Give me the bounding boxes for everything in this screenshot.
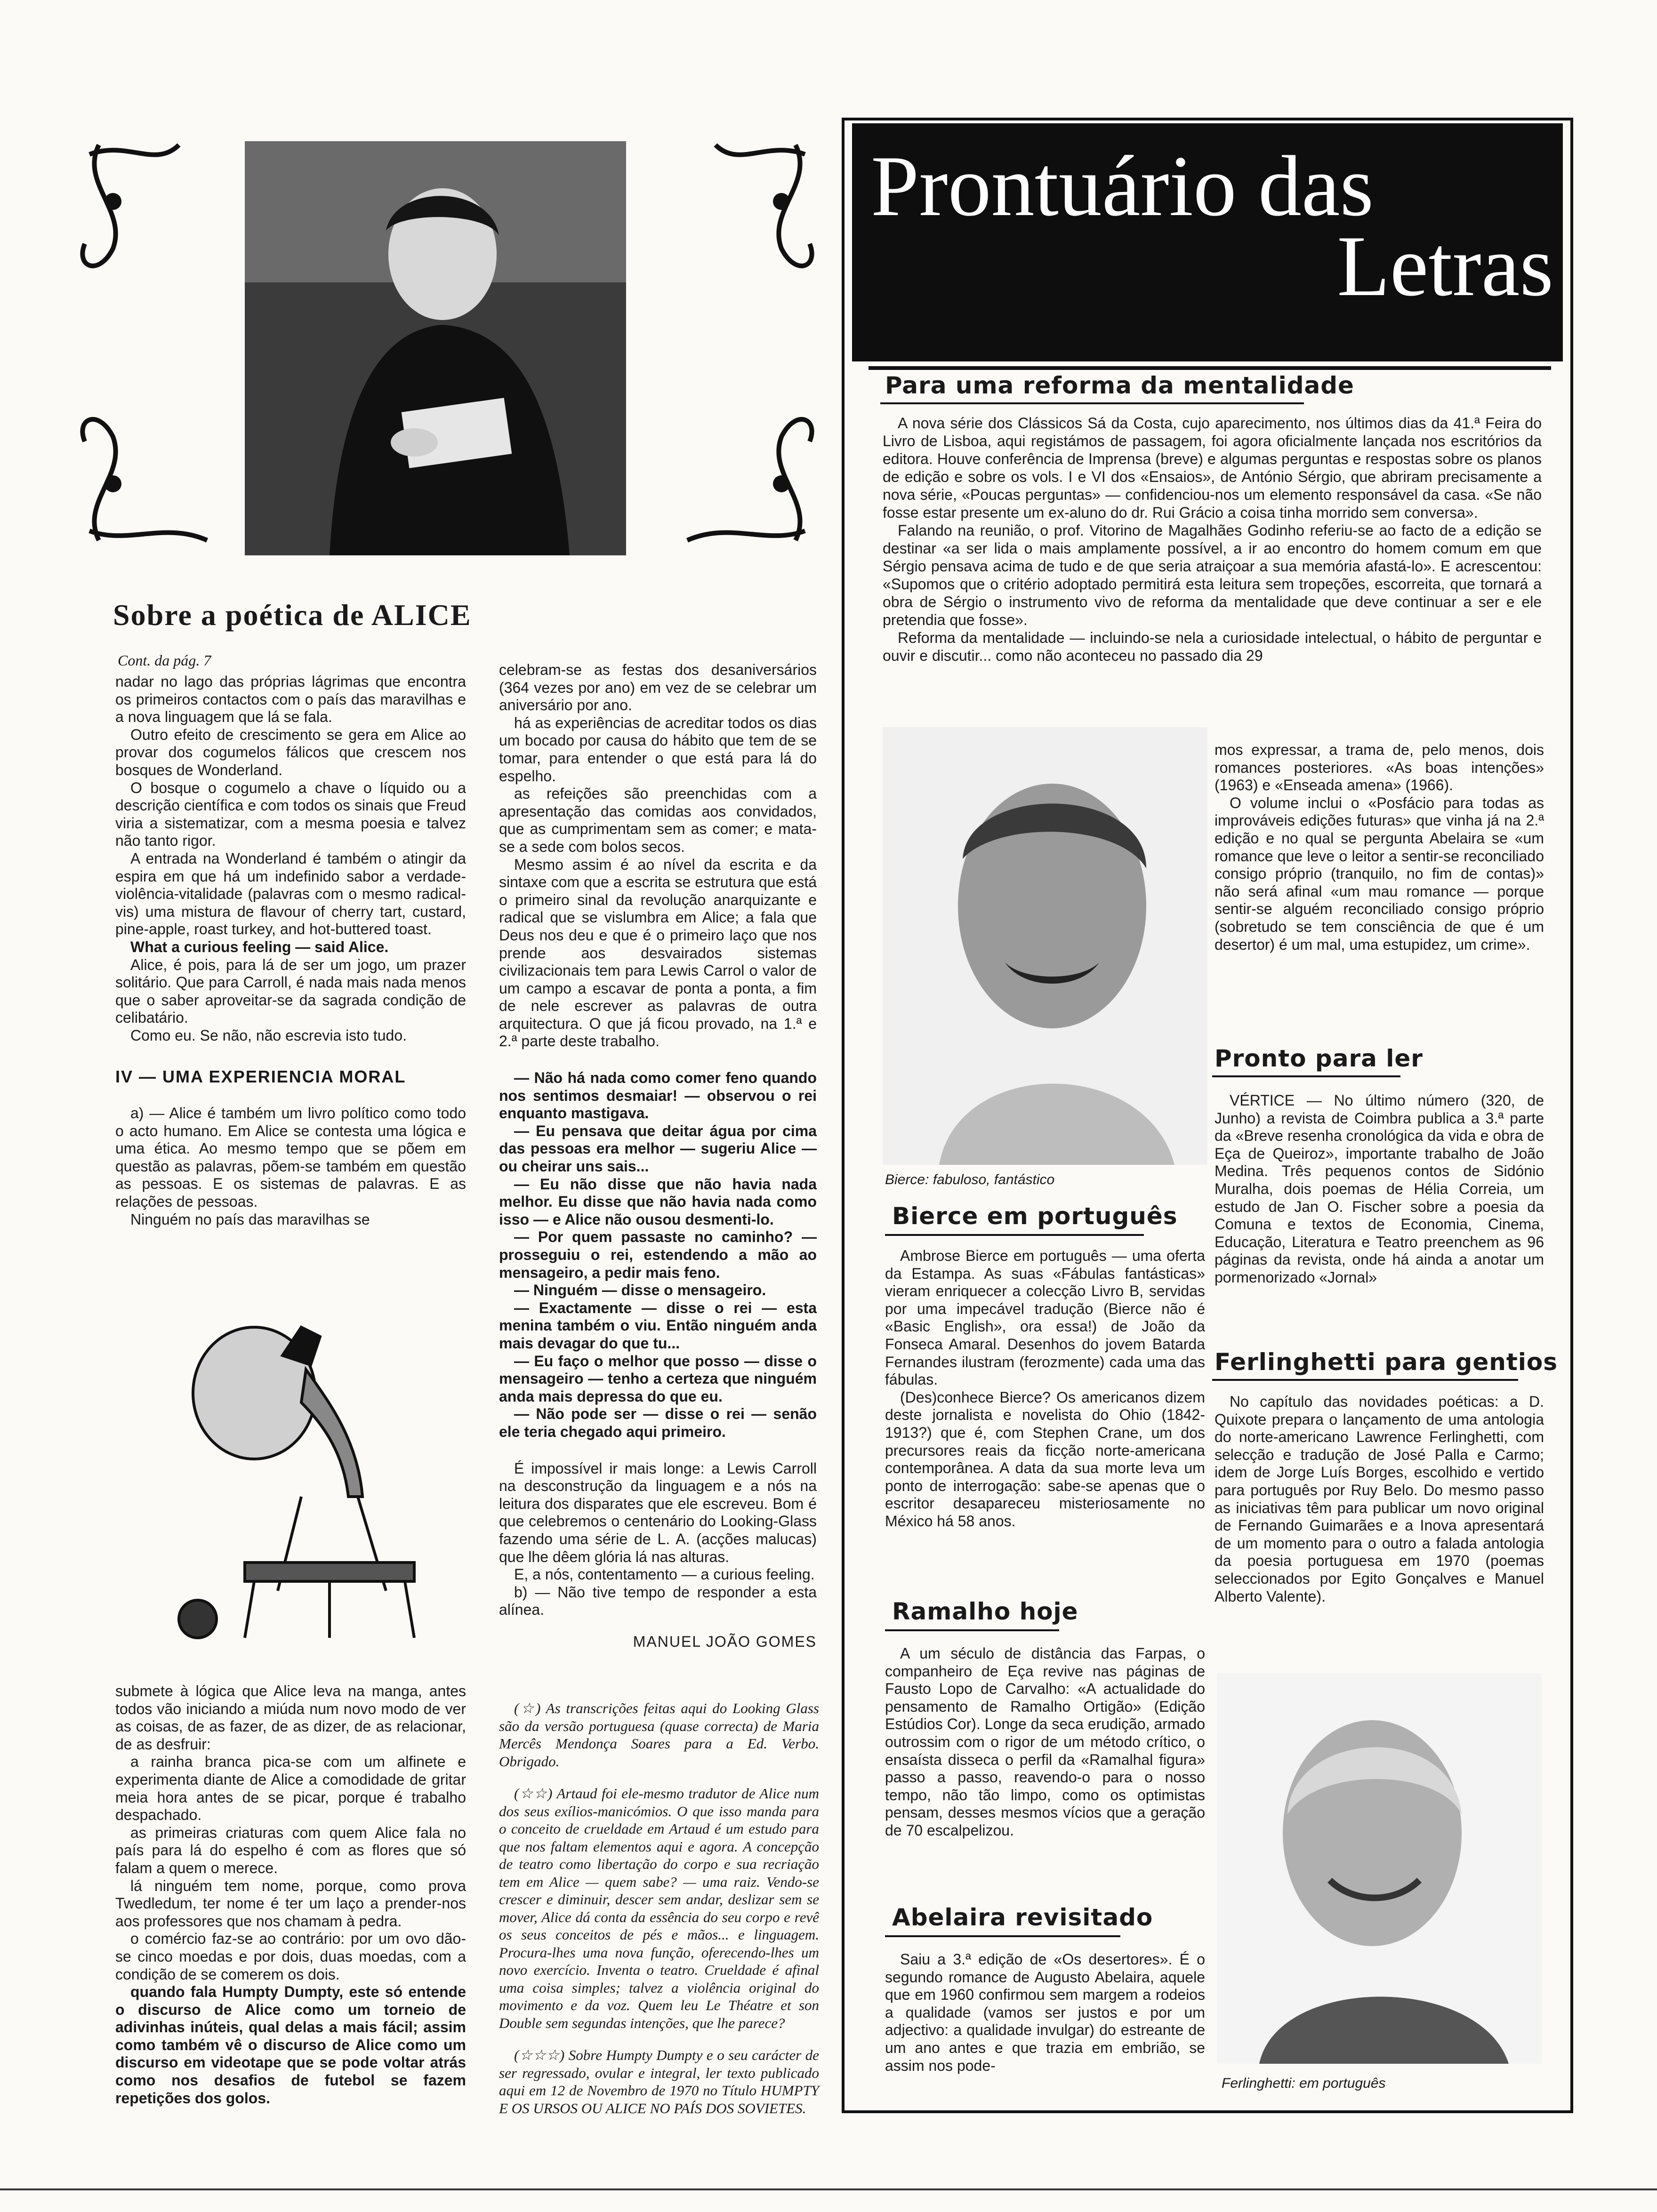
article-abelaira-continued: [1215, 741, 1544, 954]
dialogue-line: — Ninguém — disse o mensageiro.: [514, 1282, 766, 1299]
scroll-ornament-top-right-2: [716, 145, 805, 155]
paragraph: Outro efeito de crescimento se gera em Alice ao provar dos cogumelos fálicos que crescem nos bosques de Wonderland.: [115, 726, 466, 778]
article-column-bottom-1: [115, 1683, 466, 2107]
paragraph: VÉRTICE — No último número (320, de Junho) a revista de Coimbra publica a 3.ª parte da «Breve resenha cronológica da vida e obra de Eça de Queiroz», importante trabalho de João Medina. Três pequenos contos de Sidónio Muralha, dois poemas de Hélia Correia, um estudo de Jan O. Fischer sobre a poesia da Comuna e textos de Economia, Cinema, Educação, Literatura e Teatro preenchem as 96 páginas da revista, onde há ainda a anotar um pormenorizado «Jornal»: [1215, 1092, 1544, 1286]
article-column-1: [115, 673, 466, 1228]
paragraph: Saiu a 3.ª edição de «Os desertores». É o segundo romance de Augusto Abelaira, aquele que em 1960 confirmou sem margem a rodeios a qualidade (vamos ser justos e por um adjectivo: a qualidade invulgar) do estreante de um ano antes e que trazia em embrião, se assim nos pode-: [885, 1951, 1205, 2074]
continued-from: Cont. da pág. 7: [118, 652, 211, 669]
paragraph: há as experiências de acreditar todos os dias um bocado por causa do hábito que tem de se tomar, para entender o que está para lá do espelho.: [499, 714, 817, 785]
banner-title: [861, 138, 1553, 314]
article-abelaira: [885, 1951, 1205, 2075]
section-rule: [1212, 1379, 1518, 1381]
footnote: (☆) As transcrições feitas aqui do Looking Glass são da versão portuguesa (quase correcta) de Maria Mercês Mendonça Soares para a Ed. Verbo. Obrigado.: [499, 1700, 819, 1770]
paragraph: A um século de distância das Farpas, o companheiro de Eça revive nas páginas de Fausto Lopo de Carvalho: «A actualidade do pensamento de Ramalho Ortigão» (Edição Estúdios Cor). Longe da seca erudição, armado outrossim com o rigor de um método crítico, o ensaísta disseca o perfil da «Ramalhal figura» passo a passo, reavendo-o para o nosso tempo, não tão limpo, como os optimistas pensam, desses mesmos vícios que a geração de 70 escalpelizou.: [885, 1645, 1205, 1839]
article-column-2: [499, 661, 817, 1651]
photo-ambrose-bierce: [883, 727, 1207, 1165]
dialogue-line: — Exactamente — disse o rei — esta menina também o viu. Então ninguém anda mais devagar do que tu...: [499, 1299, 817, 1352]
section-title-abelaira: Abelaira revisitado: [892, 1904, 1153, 1931]
illustration-humpty-dumpty: [160, 1299, 452, 1643]
article-reforma: [883, 414, 1542, 665]
caption-ferlinghetti: Ferlinghetti: em português: [1222, 2076, 1386, 2091]
paragraph: as primeiras criaturas com quem Alice fala no país para lá do espelho é com as flores que só falam a quem o merece.: [115, 1824, 466, 1876]
section-rule: [885, 1935, 1120, 1937]
caption-bierce: Bierce: fabuloso, fantástico: [885, 1172, 1055, 1187]
page-bottom-rule: [0, 2188, 1657, 2190]
paragraph: Ninguém no país das maravilhas se: [130, 1210, 370, 1228]
dialogue-line: — Não pode ser — disse o rei — senão ele teria chegado aqui primeiro.: [499, 1405, 817, 1440]
paragraph: Como eu. Se não, não escrevia isto tudo.: [130, 1026, 407, 1044]
dialogue-line: — Não há nada como comer feno quando nos sentimos desmaiar! — observou o rei enquanto mastigava.: [499, 1069, 817, 1122]
footnotes: [499, 1685, 819, 2132]
paragraph: celebram-se as festas dos desaniversários (364 vezes por ano) em vez de se celebrar um aniversário por ano.: [499, 661, 817, 714]
photo-ferlinghetti: [1217, 1673, 1542, 2064]
section-title-ramalho: Ramalho hoje: [892, 1598, 1078, 1625]
paragraph: A entrada na Wonderland é também o atingir da espira em que há um indefinido sabor a verdade-violência-vitalidade (palavras com o mesmo radical-vis) uma mistura de flavour of cherry tart, custard, pine-apple, roast turkey, and hot-buttered toast.: [115, 850, 466, 938]
paragraph: A nova série dos Clássicos Sá da Costa, cujo aparecimento, nos últimos dias da 41.ª Feira do Livro de Lisboa, aqui registámos de passagem, foi agora oficialmente lançada nos escritórios da editora. Houve conferência de Imprensa (breve) e algumas perguntas e respostas sobre os planos de edição e sobre os vols. I e VI dos «Ensaios», de António Sérgio, que abriram precisamente a nova série, «Poucas perguntas» — confidenciou-nos um elemento responsável da casa. «Se não fosse estar presente um ex-aluno do dr. Rui Grácio a coisa tinha morrido sem conversa».: [883, 415, 1542, 521]
paragraph: Ambrose Bierce em português — uma oferta da Estampa. As suas «Fábulas fantásticas» vieram enriquecer a colecção Livro B, servidas por uma impecável tradução (Bierce não é «Basic English», ora essa!) de João da Fonseca Amaral. Desenhos do jovem Batarda Fernandes ilustram (ferozmente) cada uma das fábulas.: [885, 1247, 1205, 1388]
article-ramalho: [885, 1645, 1205, 1840]
paragraph: Mesmo assim é ao nível da escrita e da sintaxe com que a escrita se estrutura que está o primeiro sinal da revolução anarquizante e radical que se vislumbra em Alice; a fala que Deus nos deu e que é o primeiro laço que nos prende aos desvairados sistemas civilizacionais tem para Lewis Carrol o valor de um campo a escavar de ponta a ponta, a fim de nele escrever as palavras de outra arquitectura. O que já ficou provado, na 1.ª e 2.ª parte deste trabalho.: [499, 856, 817, 1050]
dialogue-block: [499, 1069, 817, 1441]
scroll-ornament-bottom-right-2: [687, 531, 805, 540]
dialogue-line: — Por quem passaste no caminho? — prosseguiu o rei, estendendo a mão ao mensageiro, a pedir mais feno.: [499, 1228, 817, 1281]
footnote: (☆☆☆) Sobre Humpty Dumpty e o seu carácter de ser regressado, ovular e integral, ler texto publicado aqui em 12 de Novembro de 1970 no Título HUMPTY E OS URSOS OU ALICE NO PAÍS DOS SOVIETES.: [499, 2047, 819, 2116]
section-rule: [885, 1629, 1059, 1631]
author-signature: MANUEL JOÃO GOMES: [633, 1633, 817, 1650]
section-title-pronto: Pronto para ler: [1215, 1045, 1423, 1072]
article-bierce: [885, 1247, 1205, 1531]
section-rule: [885, 1234, 1144, 1236]
section-heading: IV — UMA EXPERIENCIA MORAL: [115, 1067, 406, 1087]
paragraph: as refeições são preenchidas com a apresentação das comidas aos convidados, que as cumprimentam sem as comer; e mata-se a sede com bolos secos.: [499, 785, 817, 855]
paragraph: a rainha branca pica-se com um alfinete e experimenta diante de Alice a comodidade de gritar meia hora antes de se picar, porque é trabalho despachado.: [115, 1753, 466, 1824]
footnote: (☆☆) Artaud foi ele-mesmo tradutor de Alice num dos seus exílios-manicómios. O que isso manda para o conceito de crueldade em Artaud é um estudo para que nos faltam elementos aqui e agora. A concepção de teatro como libertação do corpo e sua recriação tem em Alice — quem sabe? — uma raiz. Vendo-se crescer e diminuir, descer sem andar, deslizar sem se mover, Alice dá conta da essência do seu corpo e revê os seus conceitos de pés e mãos... e linguagem. Procura-lhes uma nova função, oferecendo-lhes um novo exercício. Inventa o teatro. Crueldade é afinal uma coisa simples; talvez a violência original do movimento e da voz. Quem leu Le Théatre et son Double sem segundas intenções, que lhe parece?: [499, 1785, 819, 2031]
section-rule: [880, 402, 1304, 404]
banner-line-1: Prontuário das: [871, 138, 1374, 234]
section-title-bierce: Bierce em português: [892, 1202, 1178, 1230]
scroll-ornament-bottom-left-2: [89, 531, 207, 540]
paragraph: (Des)conhece Bierce? Os americanos dizem deste jornalista e novelista do Ohio (1842-1913?) que é, com Stephen Crane, um dos precursores reais da ficção norte-americana contemporânea. A data da sua morte leva um ponto de interrogação: sabe-se apenas que o escritor desapareceu misteriosamente no México há 58 anos.: [885, 1388, 1205, 1530]
paragraph: quando fala Humpty Dumpty, este só entende o discurso de Alice como um torneio de adivinhas inúteis, qual delas a mais fácil; assim como também vê o discurso de Alice como um discurso em videotape que se pode voltar atrás como nos desafios de futebol se fazem repetições dos golos.: [115, 1983, 466, 2107]
paragraph: Reforma da mentalidade — incluindo-se nela a curiosidade intelectual, o hábito de perguntar e ouvir e discutir... como não aconteceu no passado dia 29: [883, 629, 1542, 664]
section-title-ferlinghetti: Ferlinghetti para gentios: [1215, 1348, 1558, 1376]
article-title: Sobre a poética de ALICE: [113, 598, 472, 632]
banner-line-2: Letras: [1337, 218, 1553, 314]
paragraph: lá ninguém tem nome, porque, como prova Twedledum, ter nome é ter um laço a prender-nos aos professores que nos chamam à pedra.: [115, 1877, 466, 1930]
paragraph: o comércio faz-se ao contrário: por um ovo dão-se cinco moedas e por dois, duas moedas, com a condição de se comerem os dois.: [115, 1930, 466, 1983]
paragraph: O bosque o cogumelo a chave o líquido ou a descrição científica e com todos os sinais que Freud viria a sistematizar, com a mesma poesia e talvez não tanto rigor.: [115, 779, 466, 850]
quote-paragraph: What a curious feeling — said Alice.: [130, 938, 389, 955]
article-ferlinghetti: [1215, 1393, 1544, 1605]
paragraph: E, a nós, contentamento — a curious feeling.: [514, 1566, 815, 1583]
dialogue-line: — Eu pensava que deitar água por cima das pessoas era melhor — sugeriu Alice — ou cheirar uns sais...: [499, 1122, 817, 1175]
article-pronto: [1215, 1092, 1544, 1287]
paragraph: mos expressar, a trama de, pelo menos, dois romances posteriores. «As boas intenções» (1963) e «Enseada amena» (1966).: [1215, 741, 1544, 794]
paragraph: submete à lógica que Alice leva na manga, antes todos vão iniciando a miúda num novo modo de ver as coisas, de as fazer, de as dizer, de as relacionar, de as desfruir:: [115, 1683, 466, 1753]
section-title-reforma: Para uma reforma da mentalidade: [885, 372, 1354, 399]
paragraph: O volume inclui o «Posfácio para todas as improváveis edições futuras» que vinha já na 2.ª edição e no qual se pergunta Abelaira se «um romance que leve o leitor a sentir-se reconciliado consigo próprio (tranquilo, no fim de contas)» não será afinal «um mau romance — porque sentir-se alguém reconciliado consigo próprio (sobretudo se tem consciência de que é um desertor) é um mal, uma estupidez, um crime».: [1215, 794, 1544, 953]
section-rule: [1212, 1075, 1400, 1077]
paragraph: nadar no lago das próprias lágrimas que encontra os primeiros contactos com o país das maravilhas e a nova linguagem que lá se fala.: [115, 673, 466, 726]
portrait-photo-lewis-carroll: [245, 141, 626, 555]
section-rule: [869, 366, 1551, 370]
paragraph: b) — Não tive tempo de responder a esta alínea.: [499, 1583, 817, 1619]
paragraph: É impossível ir mais longe: a Lewis Carroll na desconstrução da linguagem e a nós na leitura dos disparates que ele escreveu. Bom é que celebremos o centenário do Looking-Glass fazendo uma série de L. A. (acções malucas) que lhe dêem glória lá nas alturas.: [499, 1459, 817, 1565]
paragraph: Falando na reunião, o prof. Vitorino de Magalhães Godinho referiu-se ao facto de a edição se destinar «a ser lida o mais amplamente possível, a ir ao encontro do homem comum em que Sérgio pensava acima de tudo e de que seria atraiçoar a sua memória afastá-lo». E acrescentou: «Supomos que o critério adoptado permitirá esta leitura sem tropeções, escorreita, que tornará a obra de Sérgio o instrumento vivo de reforma da mentalidade que deve continuar a ser e ele pretendia que fosse».: [883, 522, 1542, 628]
dialogue-line: — Eu não disse que não havia nada melhor. Eu disse que não havia nada como isso — e Alice não ousou desmenti-lo.: [499, 1175, 817, 1228]
paragraph: a) — Alice é também um livro político como todo o acto humano. Em Alice se contesta uma lógica e uma ética. Ao mesmo tempo que se põem em questão as palavras, põem-se também em questão as pessoas. E os sistemas de palavras. E as relações de pessoas.: [115, 1105, 466, 1210]
paragraph: Alice, é pois, para lá de ser um jogo, um prazer solitário. Que para Carroll, é nada mais nada menos que o saber aproveitar-se da sagrada condição de celibatário.: [115, 956, 466, 1026]
paragraph: No capítulo das novidades poéticas: a D. Quixote prepara o lançamento de uma antologia do norte-americano Lawrence Ferlinghetti, com selecção e tradução de José Palla e Carmo; idem de Jorge Luís Borges, escolhido e vertido para português por Ruy Belo. Do mesmo passo as iniciativas têm para publicar um novo original de Fernando Guimarães e a Inova apresentará de um momento para o outro a falada antologia da poesia portuguesa em 1970 (poemas seleccionados por Egito Gonçalves e Manuel Alberto Valente).: [1215, 1393, 1544, 1605]
dialogue-line: — Eu faço o melhor que posso — disse o mensageiro — tenho a certeza que ninguém anda mais depressa do que eu.: [499, 1352, 817, 1405]
scroll-ornament-top-left-2: [89, 145, 179, 155]
